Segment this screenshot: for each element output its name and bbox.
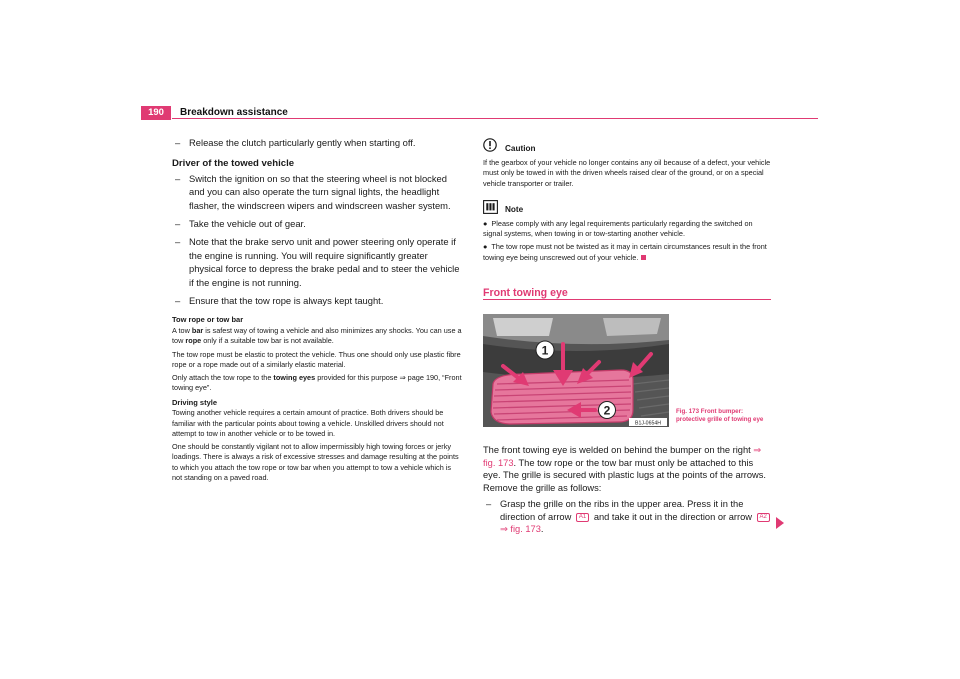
note-title: Note xyxy=(505,204,524,214)
figure-link[interactable]: ⇒ fig. 173 xyxy=(483,445,762,468)
tow-paragraph-2: The tow rope must be elastic to protect the vehicle. Thus one should only use plastic fibre rope or a rope made out of a similarly elastic material. xyxy=(172,349,461,369)
header-rule xyxy=(172,118,818,119)
page-title: Breakdown assistance xyxy=(180,107,288,118)
note-box xyxy=(483,200,773,263)
intro-step: – Release the clutch particularly gently when starting off. xyxy=(172,136,462,149)
left-column xyxy=(172,136,462,483)
next-page-arrow-icon[interactable] xyxy=(776,517,784,529)
figure-label-1: 1 xyxy=(541,343,549,358)
figure-caption: Fig. 173 Front bumper: protective grille of towing eye xyxy=(676,408,764,424)
style-heading: Driving style xyxy=(172,397,218,407)
driver-heading: Driver of the towed vehicle xyxy=(172,158,295,170)
arrow-badge-a2: A2 xyxy=(757,513,770,522)
driver-step: – Take the vehicle out of gear. xyxy=(172,217,462,230)
figure-label-2: 2 xyxy=(603,403,611,418)
figure-code: B1J-0654H xyxy=(635,420,661,427)
style-paragraph-1: Towing another vehicle requires a certain amount of practice. Both drivers should be familiar with the particular points about towing a vehicle. Unskilled drivers should not attempt to tow in another vehicle or to be towed in. xyxy=(172,408,444,438)
caution-title: Caution xyxy=(505,144,536,153)
towing-eye-text xyxy=(483,444,773,536)
bullet-icon: ● xyxy=(483,242,488,252)
caution-icon xyxy=(483,138,497,152)
bumper-illustration xyxy=(483,314,669,427)
driver-step: – Note that the brake servo unit and power steering only operate if the engine is running. You will require significantly greater physical force to depress the brake pedal and to steer the vehicle if the engine is not running. xyxy=(172,235,462,289)
tow-paragraph-1: A tow bar is safest way of towing a vehicle and also minimizes any shocks. You can use a tow rope only if a suitable tow bar is not available. xyxy=(172,325,462,346)
driver-step: – Switch the ignition on so that the steering wheel is not blocked and you can also operate the turn signal lights, the headlight flasher, the windscreen wipers and windscreen washer system. xyxy=(172,172,462,212)
caution-box xyxy=(483,138,773,189)
end-marker-icon xyxy=(641,255,646,260)
note-item: ● Please comply with any legal requirements particularly regarding the switched on signal systems, when towing in or tow-starting another vehicle. xyxy=(483,218,753,239)
section-heading: Front towing eye xyxy=(483,287,568,299)
removal-step: – Grasp the grille on the ribs in the upper area. Press it in the direction of arrow A1 and take it out in the direction or arrow A2⇒ fig. 173. xyxy=(483,498,773,536)
towing-eye-paragraph: The front towing eye is welded on behind the bumper on the right ⇒ fig. 173. The tow rope or the tow bar must only be attached to this eye. The grille is secured with plastic lugs at the points of the arrows. Remove the grille as follows: xyxy=(483,445,767,494)
tow-paragraph-3: Only attach the tow rope to the towing eyes provided for this purpose ⇒ page 190, “Front towing eye”. xyxy=(172,373,462,393)
section-rule xyxy=(483,299,771,300)
tow-heading: Tow rope or tow bar xyxy=(172,315,244,325)
caution-text: If the gearbox of your vehicle no longer contains any oil because of a defect, your vehicle must only be towed in with the driven wheels raised clear of the ground, or on a special vehicle transporter or trailer. xyxy=(483,158,771,188)
style-paragraph-2: One should be constantly vigilant not to allow impermissibly high towing forces or jerky loadings. There is always a risk of excessive stresses and damage resulting at the points to which you attach the tow rope or tow bar when you attempt to tow a vehicle which is not standing on a paved road. xyxy=(172,442,459,483)
page-number: 190 xyxy=(141,106,171,120)
bullet-icon: ● xyxy=(483,218,488,228)
right-column xyxy=(483,138,773,263)
figure-173 xyxy=(483,314,669,427)
driver-step: – Ensure that the tow rope is always kept taught. xyxy=(172,294,462,307)
figure-link[interactable]: ⇒ fig. 173 xyxy=(500,524,541,535)
note-icon xyxy=(483,200,498,214)
arrow-badge-a1: A1 xyxy=(576,513,589,522)
note-item: ● The tow rope must not be twisted as it may in certain circumstances result in the front towing eye being unscrewed out of your vehicle. xyxy=(483,242,767,262)
